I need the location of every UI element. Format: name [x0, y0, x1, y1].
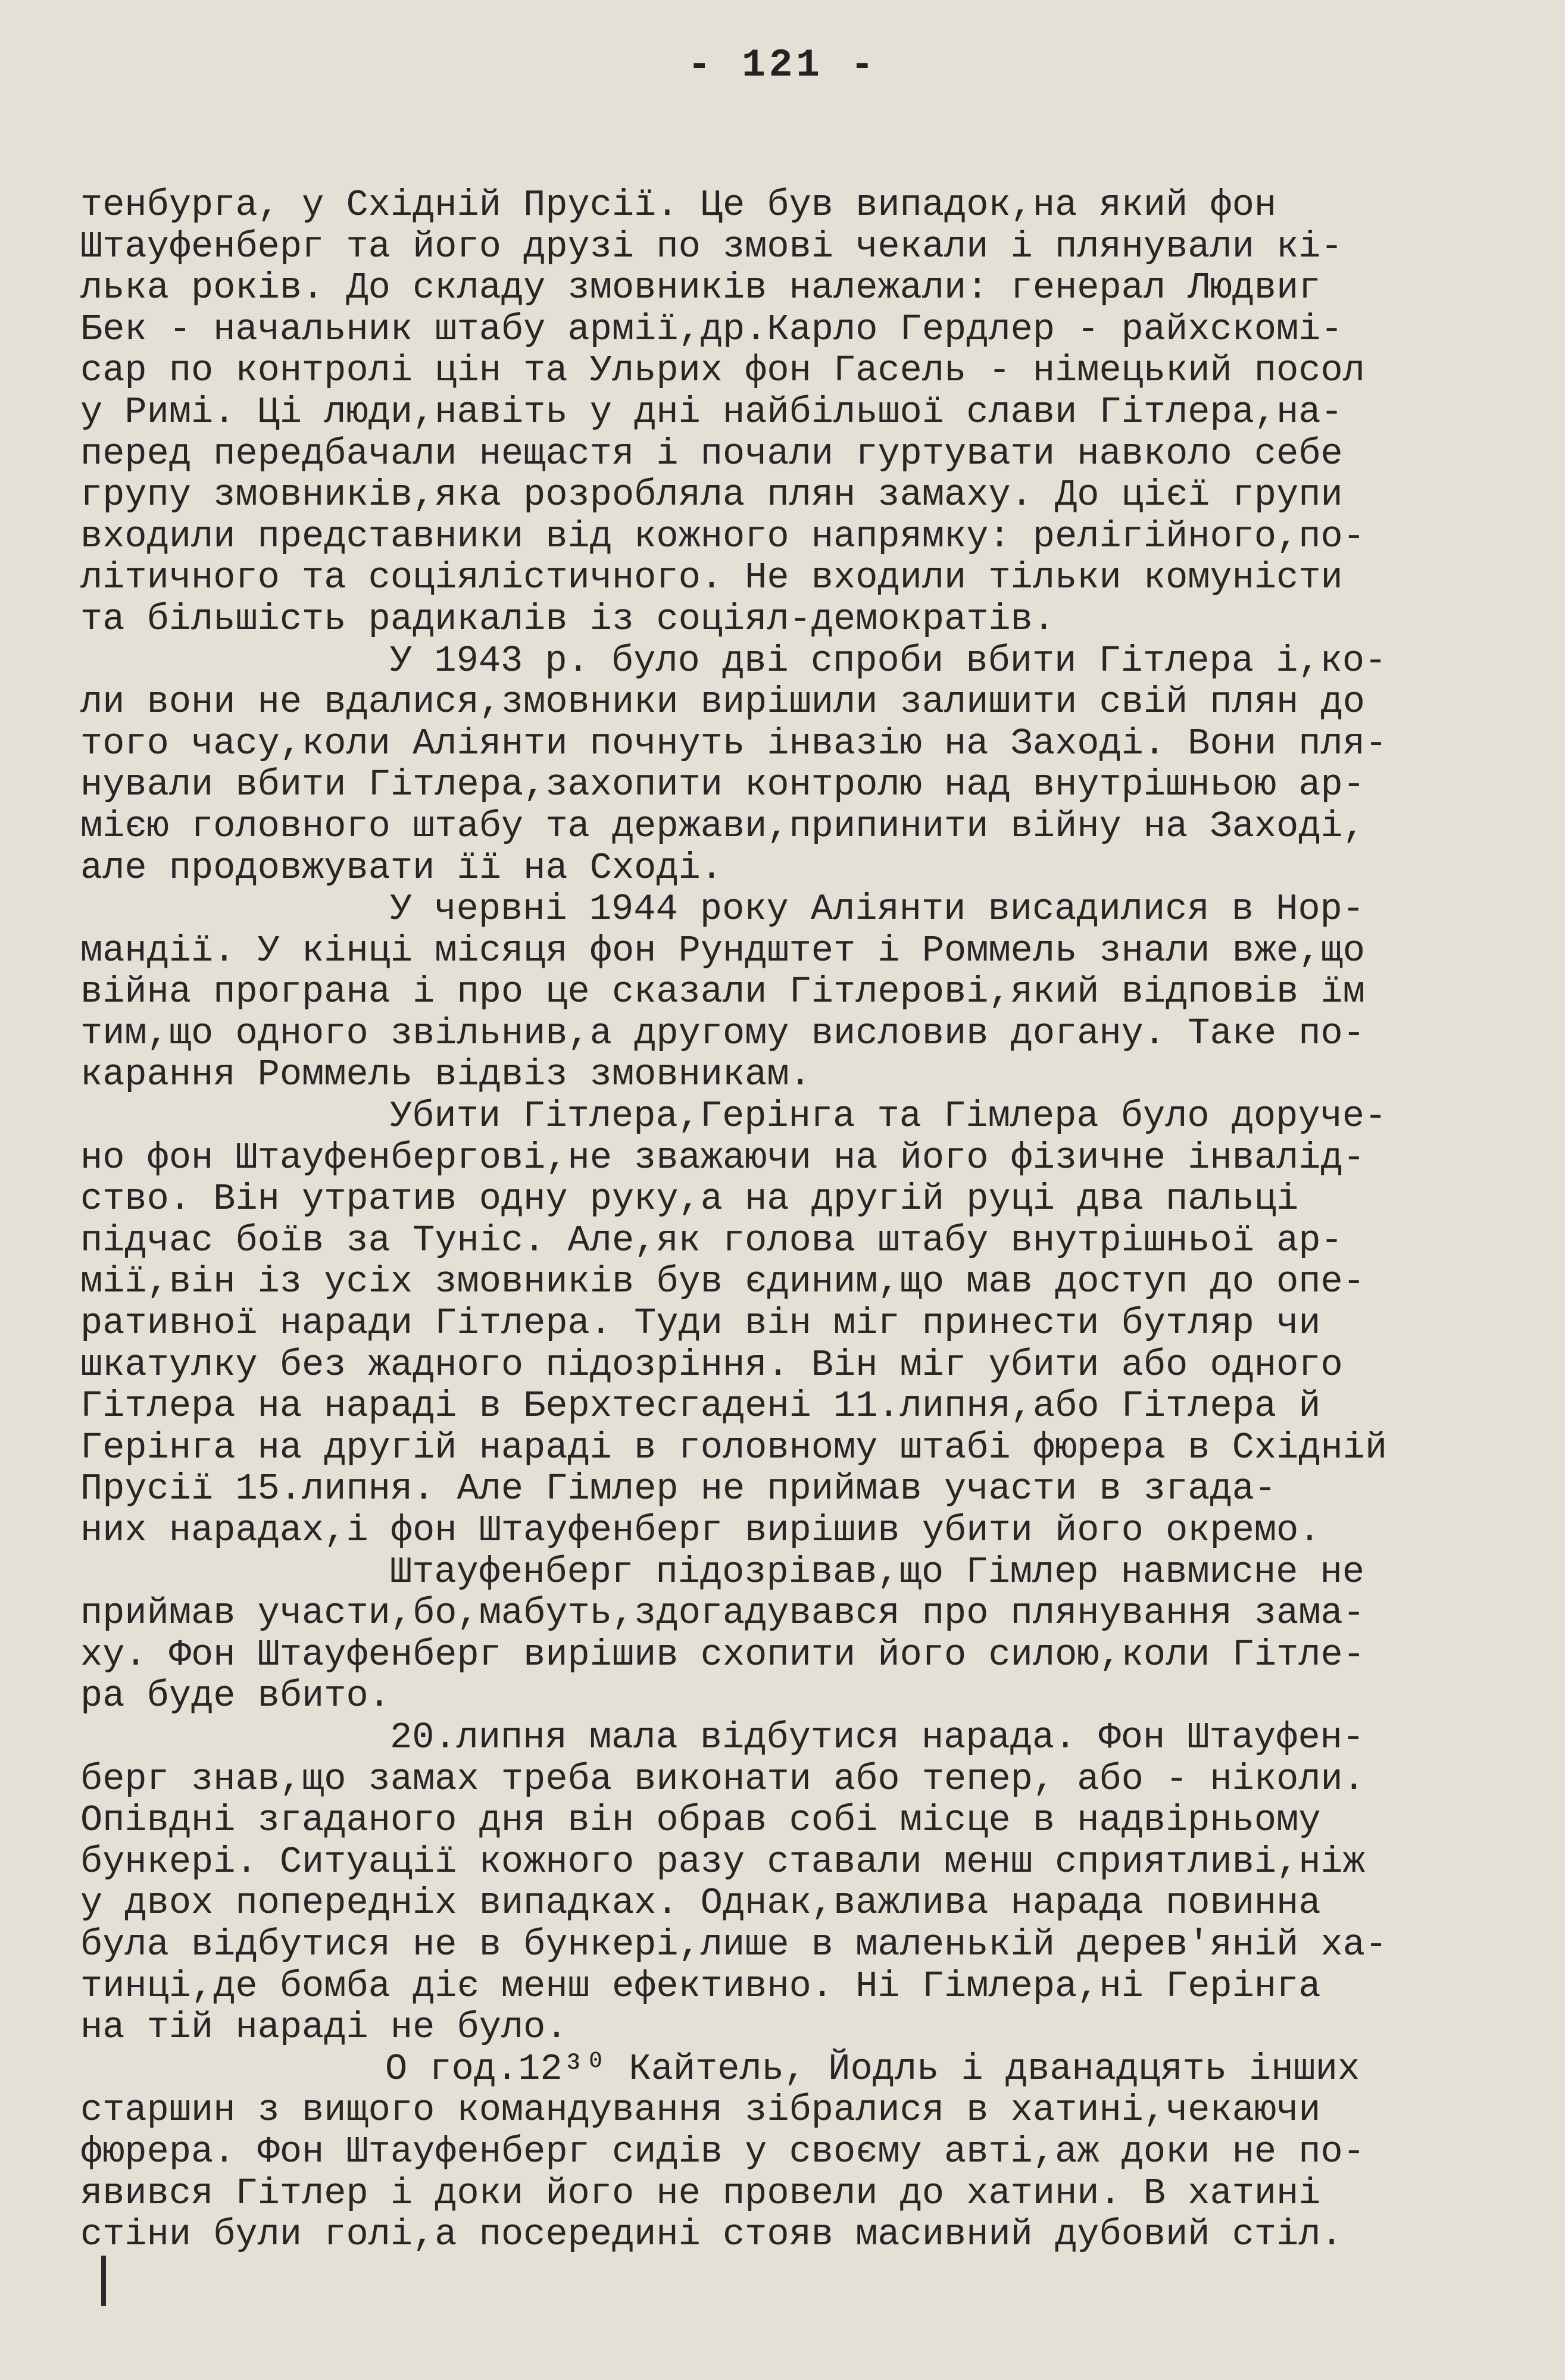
text-line: мією головного штабу та держави,припинити війну на Заході,: [80, 805, 1365, 847]
paragraph-start-line: О год.12³⁰ Кайтель, Йодль і дванадцять інших: [385, 2048, 1360, 2090]
text-line: входили представники від кожного напрямку: релігійного,по-: [80, 515, 1365, 558]
text-line: ство. Він утратив одну руку,а на другій руці два пальці: [80, 1178, 1299, 1220]
text-line: на тій нараді не було.: [80, 2007, 568, 2049]
text-line: ра буде вбито.: [80, 1675, 391, 1717]
page-number: - 121 -: [687, 43, 878, 87]
text-line: ративної наради Гітлера. Туди він міг принести бутляр чи: [80, 1303, 1321, 1344]
margin-pen-mark: [101, 2256, 106, 2306]
text-line: карання Роммель відвіз змовникам.: [80, 1054, 811, 1096]
text-line: перед передбачали нещастя і почали гуртувати навколо себе: [80, 433, 1343, 475]
text-line: нували вбити Гітлера,захопити контролю над внутрішньою ар-: [80, 764, 1365, 806]
text-line: ху. Фон Штауфенберг вирішив схопити його силою,коли Гітле-: [80, 1634, 1365, 1676]
text-line: мандії. У кінці місяця фон Рундштет і Роммель знали вже,що: [80, 930, 1365, 972]
text-line: Гітлера на нараді в Берхтесгадені 11.липня,або Гітлера й: [80, 1386, 1321, 1427]
text-line: них нарадах,і фон Штауфенберг вирішив убити його окремо.: [80, 1510, 1321, 1552]
text-line: лька років. До складу змовників належали: генерал Людвиг: [80, 267, 1321, 309]
text-line: ли вони не вдалися,змовники вирішили залишити свій плян до: [80, 681, 1365, 723]
text-line: приймав участи,бо,мабуть,здогадувався про плянування зама-: [80, 1593, 1365, 1634]
paragraph-start-line: Штауфенберг підозрівав,що Гімлер навмисне не: [390, 1551, 1365, 1593]
text-line: шкатулку без жадного підозріння. Він міг убити або одного: [80, 1344, 1343, 1386]
text-line: старшин з вищого командування зібралися в хатині,чекаючи: [80, 2090, 1321, 2131]
text-line: у Римі. Ці люди,навіть у дні найбільшої слави Гітлера,на-: [80, 391, 1343, 433]
paragraph-start-line: У червні 1944 року Аліянти висадилися в Нор-: [390, 889, 1365, 930]
text-line: мії,він із усіх змовників був єдиним,що мав доступ до опе-: [80, 1261, 1365, 1303]
paragraph-start-line: 20.липня мала відбутися нарада. Фон Штауфен-: [390, 1716, 1365, 1759]
text-line: групу змовників,яка розробляла плян замаху. До цієї групи: [80, 474, 1343, 516]
text-line: Бек - начальник штабу армії,др.Карло Гердлер - райхскомі-: [80, 308, 1343, 351]
text-line: берг знав,що замах треба виконати або тепер, або - ніколи.: [80, 1758, 1365, 1800]
text-line: явився Гітлер і доки його не провели до хатини. В хатині: [80, 2172, 1321, 2215]
text-line: підчас боїв за Туніс. Але,як голова штабу внутрішньої ар-: [80, 1219, 1343, 1262]
text-line: но фон Штауфенбергові,не зважаючи на його фізичне інвалід-: [80, 1137, 1365, 1179]
text-line: та більшість радикалів із соціял-демократів.: [80, 598, 1055, 640]
text-line: Прусії 15.липня. Але Гімлер не приймав участи в згада-: [80, 1468, 1277, 1510]
text-line: сар по контролі цін та Ульрих фон Гасель - німецький посол: [80, 350, 1365, 392]
text-line: Штауфенберг та його друзі по змові чекали і плянували кі-: [80, 226, 1343, 268]
text-line: того часу,коли Аліянти почнуть інвазію на Заході. Вони пля-: [80, 723, 1388, 765]
text-line: літичного та соціялістичного. Не входили тільки комуністи: [80, 557, 1343, 599]
text-line: була відбутися не в бункері,лише в маленькій дерев'яній ха-: [80, 1924, 1388, 1966]
document-body: [80, 184, 1485, 2256]
paragraph-start-line: Убити Гітлера,Герінга та Гімлера було доруче-: [390, 1096, 1387, 1137]
text-line: Опівдні згаданого дня він обрав собі місце в надвірньому: [80, 1800, 1321, 1841]
text-line: війна програна і про це сказали Гітлерові,який відповів їм: [80, 971, 1365, 1013]
text-line: тим,що одного звільнив,а другому висловив догану. Таке по-: [80, 1012, 1365, 1055]
text-line: фюрера. Фон Штауфенберг сидів у своєму авті,аж доки не по-: [80, 2131, 1365, 2173]
text-line: тинці,де бомба діє менш ефективно. Ні Гімлера,ні Герінга: [80, 1965, 1321, 2007]
text-line: Герінга на другій нараді в головному штабі фюрера в Східній: [80, 1427, 1388, 1469]
text-line: стіни були голі,а посередині стояв масивний дубовий стіл.: [80, 2214, 1343, 2256]
paragraph-start-line: У 1943 р. було дві спроби вбити Гітлера і,ко-: [390, 640, 1387, 682]
text-line: у двох попередніх випадках. Однак,важлива нарада повинна: [80, 1882, 1321, 1924]
text-line: бункері. Ситуації кожного разу ставали менш сприятливі,ніж: [80, 1841, 1365, 1883]
text-line: тенбурга, у Східній Прусії. Це був випадок,на який фон: [80, 184, 1277, 226]
text-line: але продовжувати її на Сході.: [80, 847, 723, 889]
